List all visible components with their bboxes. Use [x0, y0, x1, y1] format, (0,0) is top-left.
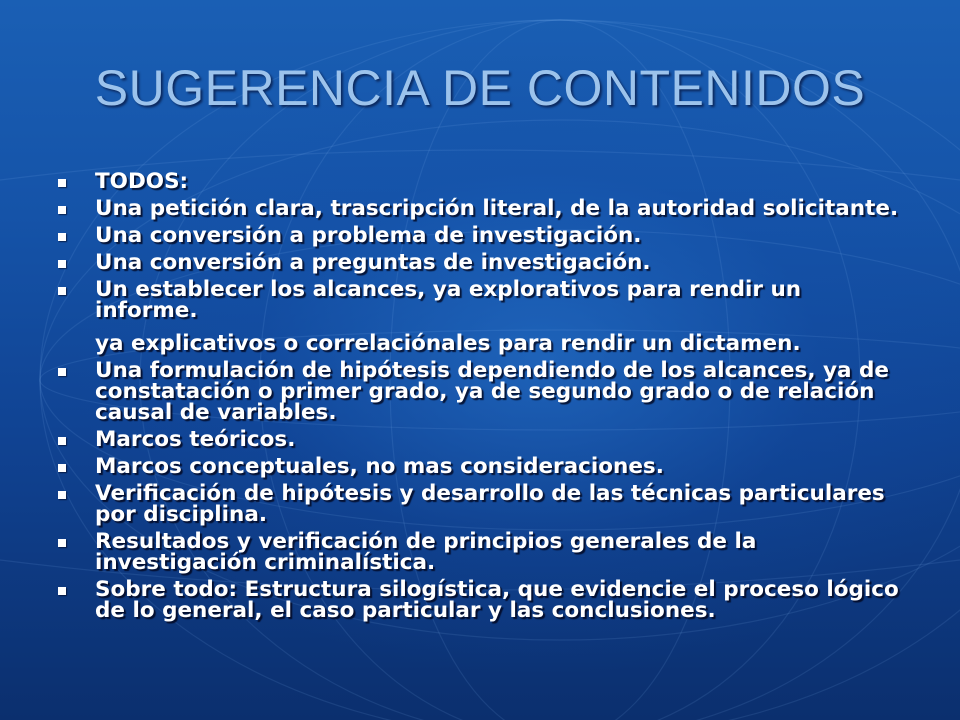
square-bullet-icon: [58, 260, 66, 268]
slide-title: SUGERENCIA DE CONTENIDOS: [94, 60, 866, 116]
list-item: [58, 531, 908, 573]
list-item-text: Un establecer los alcances, ya explorativos para rendir un informe.: [95, 277, 802, 323]
list-item: [58, 252, 908, 273]
square-bullet-icon: [58, 206, 66, 214]
list-item-text: ya explicativos o correlaciónales para rendir un dictamen.: [95, 331, 801, 356]
bullet-list: [58, 171, 908, 627]
list-item: [58, 171, 908, 192]
list-item-text: Marcos teóricos.: [95, 427, 296, 452]
list-item: [58, 225, 908, 246]
square-bullet-icon: [58, 464, 66, 472]
square-bullet-icon: [58, 233, 66, 241]
list-item-text: Resultados y verificación de principios generales de la investigación criminalística.: [95, 529, 757, 575]
list-item: [58, 483, 908, 525]
square-bullet-icon: [58, 491, 66, 499]
list-item-text: Una conversión a problema de investigación.: [95, 223, 642, 248]
list-item-text: TODOS:: [95, 169, 189, 194]
square-bullet-icon: [58, 368, 66, 376]
square-bullet-icon: [58, 179, 66, 187]
list-item-text: Marcos conceptuales, no mas consideraciones.: [95, 454, 664, 479]
list-item: [58, 279, 908, 321]
list-item: [58, 360, 908, 423]
list-item: [58, 579, 908, 621]
list-item-text: Verificación de hipótesis y desarrollo de las técnicas particulares por disciplina.: [95, 481, 885, 527]
list-item: [58, 429, 908, 450]
square-bullet-icon: [58, 437, 66, 445]
square-bullet-icon: [58, 587, 66, 595]
list-item-text: Una petición clara, trascripción literal, de la autoridad solicitante.: [95, 196, 899, 221]
list-item-text: Sobre todo: Estructura silogística, que evidencie el proceso lógico de lo general, el caso particular y las conclusiones.: [95, 577, 899, 623]
list-item: [58, 456, 908, 477]
list-item: [58, 198, 908, 219]
list-item-text: Una conversión a preguntas de investigación.: [95, 250, 651, 275]
square-bullet-icon: [58, 539, 66, 547]
list-item-text: Una formulación de hipótesis dependiendo de los alcances, ya de constatación o primer grado, ya de segundo grado o de relación causal de variables.: [95, 358, 889, 425]
square-bullet-icon: [58, 287, 66, 295]
list-item-continuation: [58, 333, 908, 354]
